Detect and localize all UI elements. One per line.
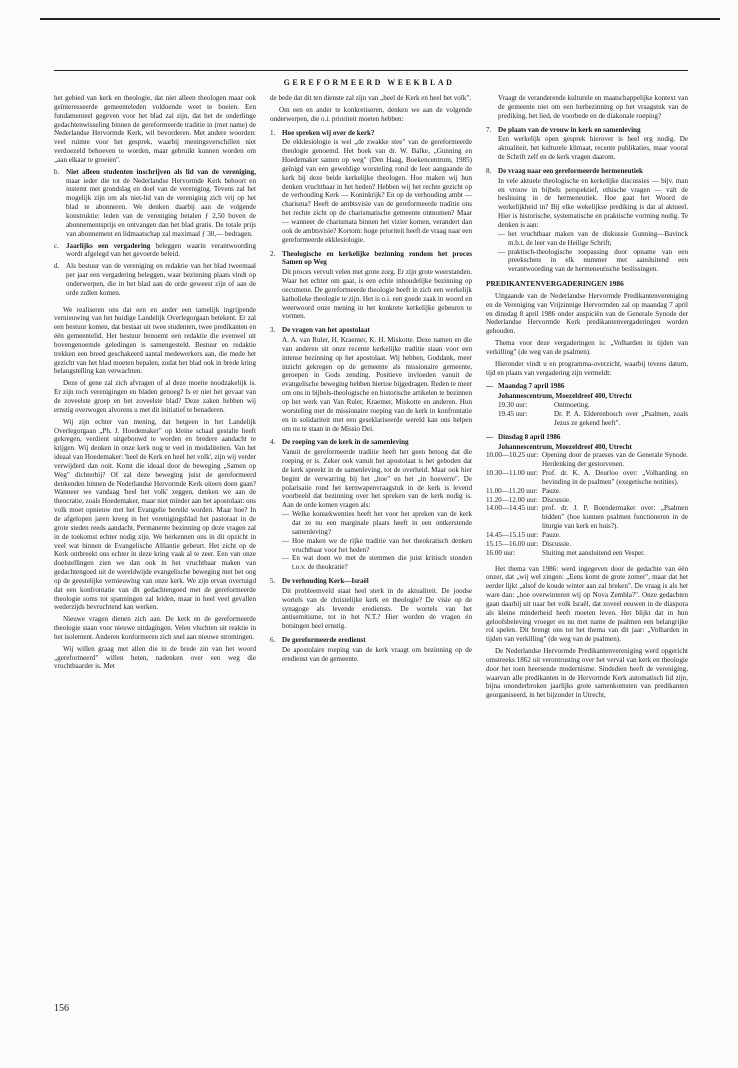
section-title: De vragen van het apostolaat xyxy=(282,326,370,335)
paragraph: We realiseren ons dat een en ander een tamelijk ingrijpende vernieuwing van het huidige Landelijk Overlegorgaan betekent. Er zal een bestuur komen, dat bestaat uit twee studenten, twee predikanten en één gemeentelid. Het bestuur benoemt een redaktie die evenwel uit bovengenoemde geledingen is samengesteld. Bestuur en redaktie trekken een breed geschakeerd aantal medewerkers aan, die mede het gezicht van het blad moeten bepalen, zodat het blad ook in brede kring belangstelling kan verwachten. xyxy=(54,305,256,376)
section-8: 8. De vraag naar een gereformeerde hermeneutiek In vele aktuele theologische en kerkelijke discussies — bijv. man en vrouw in bijbels perspektief, ethische vragen — valt de beslissing in de hermeneutiek. Hoe gaat het Woord de werkelijkheid in? Bij elke wekelijkse prediking is dat al aktueel. Hier is historische, systematische en praktische vorming nodig. Te denken is aan: — het vruchtbaar maken van de diskussie Gunning—Bavinck m.b.t. de leer van de Heilige Schrift; — praktisch-theologische toepassing door opname van een preekschets in elk nummer met aansluitend een verantwoording van de hermeneutische beslissingen. xyxy=(486,166,688,274)
paragraph: Om een en ander te konkretiseren, denken we aan de volgende onderwerpen, die o.i. prioriteit moeten hebben: xyxy=(270,105,472,123)
running-title: GEREFORMEERD WEEKBLAD xyxy=(283,78,455,87)
section-7: 7. De plaats van de vrouw in kerk en samenleving Een werkelijk open gesprek hierover is heel erg nodig. De aktualiteit, het kulturele klimaat, recente publikaties, maar vooral de Schrift zelf en de kerk vragen daarom. xyxy=(486,125,688,162)
page-number: 156 xyxy=(54,1003,69,1014)
program-location: Johannescentrum, Moezeldreef 400, Utrecht xyxy=(498,392,632,401)
dash-item: — het vruchtbaar maken van de diskussie Gunning—Bavinck m.b.t. de leer van de Heilige Schrift; xyxy=(498,229,688,247)
section-title: De roeping van de kerk in de samenleving xyxy=(282,438,409,447)
paragraph: Deze of gene zal zich afvragen of al deze moeite noodzakelijk is. Er zijn toch verenigingen en bladen genoeg? Is er niet het gevaar van de zoveelste groep en het zoveelste blad? Deze zaken hebben wij ernstig overwogen alvorens u met dit initiatief te benaderen. xyxy=(54,379,256,414)
paragraph: Thema voor deze vergaderingen is: „Volharden in tijden van verkilling" (de weg van de psalmen). xyxy=(486,339,688,356)
paragraph: Het thema van 1986: werd ingegeven door de gedachte van één onzer, dat „wij wel zingen: „Eens komt de grote zomer", maar dat het eerder lijkt „alsof de koude winter aan zal breken". De vraag is als het ware dan: „hoe overwinteren wij op Nova Zembla?". Onze gedachten gaan daarbij uit naar het volk Israël, dat zoveel eeuwen in de diaspora als kleine minderheid heeft moeten leven. Het blijkt dat in hun geloofsbeleving vroeger en nu met name de psalmen een belangrijke rol spelen. Dit brengt ons tot het thema van dit jaar: „Volharden in tijden van verkilling" (de weg van de psalmen). xyxy=(486,564,688,644)
section-4: 4. De roeping van de kerk in de samenleving Vanuit de gereformeerde traditie heeft het geen betoog dat die roeping er is. Zeker ook vanuit het apostolaat is het geboden dat de kerk spreekt in de samenleving, tot de overheid. Maar ook hier begint de verwarring bij het „hoe" en het „in hoeverre". De polarisatie rond het kernwapenvraagstuk in de kerk is levend voorbeeld dat bezinning over het spreken van de kerk nodig is. Aan de orde komen vragen als: — Welke konsekwenties heeft het voor het spreken van de kerk dat ze nu een marginale plaats heeft in een ontkerstende samenleving? — Hoe maken we de rijke traditie van het theokratisch denken vruchtbaar voor het heden? — En wat doen we met de stemmen die juist kritisch stonden t.o.v. de theokratie? xyxy=(270,438,472,572)
section-title: De gereformeerde eredienst xyxy=(282,636,366,645)
dash-item: — praktisch-theologische toepassing door opname van een preekschets in elk nummer met aansluitend een verantwoording van de hermeneutische beslissingen. xyxy=(498,247,688,274)
section-6: 6. De gereformeerde eredienst De apostolaire roeping van de kerk vraagt om bezinning op de eredienst van de gemeente. xyxy=(270,636,472,663)
list-item-d: d. Als bestuur van de vereniging en redaktie van het blad tweemaal per jaar een vergadering beleggen, waar bezinning plaats vindt op onderwerpen, die in het blad aan de orde geweest zijn of aan de orde zullen komen. xyxy=(54,262,256,297)
section-title: Hoe spreken wij over de kerk? xyxy=(282,128,375,137)
dash-item: — Hoe maken we de rijke traditie van het theokratisch denken vruchtbaar voor het heden? xyxy=(282,536,472,554)
emphasis: Niet alleen studenten inschrijven als lid van de vereniging, xyxy=(66,167,256,176)
paragraph: Vraagt de veranderende kulturele en maatschappelijke kontext van de gemeente niet om een herbezinning op het vraagstuk van de prediking, het lied, de voorbede en de diakonale roeping? xyxy=(498,94,688,120)
paragraph: het gebied van kerk en theologie, dat niet alleen theologen maar ook geïnteresseerde gemeenteleden voldoende weet te boeien. Een fundamenteel gegeven voor het blad zal zijn, dat het de onderlinge gedachtenwisseling binnen de gereformeerde traditie in (met name) de Nederlandse Hervormde Kerk, wil bevorderen. Met andere woorden: veel ruimte voor het gesprek, waarbij meningsverschillen niet verdoezeld behoeven te worden, maar gebruikt kunnen worden om „aan elkaar te groeien". xyxy=(54,94,256,164)
list-item-b: b. Niet alleen studenten inschrijven als lid van de vereniging, maar ieder die tot de Nederlandse Hervormde Kerk behoort en instemt met grondslag en doel van de vereniging. Tevens zal het mogelijk zijn om als niet-lid van de vereniging zich vrij op het blad te abonneren. We denken daarbij aan de volgende konstruktie: leden van de vereniging betalen ƒ 2,50 boven de abonnementsprijs en ontvangen dan het blad gratis. De totale prijs van abonnement en lidmaatschap zal maximaal ƒ 30,— bedragen. xyxy=(54,167,256,238)
program-day: — Maandag 7 april 1986 xyxy=(486,382,565,391)
program-schedule: 10.00—10.25 uur: Opening door de praeses van de Generale Synode. Herdenking der gestorvenen. 10.30—11.00 uur: Prof. dr. K. A. Deurloo over: „Volharding en bevinding in de psalmen" (exegetische notities). 11.00—11.20 uur: Pauze. 11.20—12.00 uur: Discussie. 14.00—14.45 uur: prof. dr. J. P. Boendermaker over: „Psalmen bidden" (hoe kunnen psalmen functioneren in de liturgie van kerk en huis?). 14.45—15.15 uur: Pauze. 15.15—16.00 uur: Discussie. 16.00 uur: Sluiting met aansluitend een Vesper. xyxy=(486,451,688,557)
dash-item: — Welke konsekwenties heeft het voor het spreken van de kerk dat ze nu een marginale plaats heeft in een ontkerstende samenleving? xyxy=(282,510,472,536)
section-2: 2. Theologische en kerkelijke bezinning rondom het proces Samen op Weg Dit proces vervult velen met grote zorg. Er zijn grote weerstanden. Waar het echter om gaat, is een echte inhoudelijke bezinning op oecumene. De gereformeerde theologie heeft in zich een werkelijk katholieke theologie te zijn. Het is o.i. een goede zaak in woord en weerwoord onze mening in het konkrete kerkelijke gebeuren te vormen. xyxy=(270,249,472,321)
section-title: De verhouding Kerk—Israël xyxy=(282,577,369,586)
top-rule xyxy=(40,18,720,20)
section-5: 5. De verhouding Kerk—Israël Dit probleemveld staat heel sterk in de aktualiteit. De joodse wortels van de christelijke kerk en theologie? De visie op de synagoge als levende erediensts. De wortels van het antisemitisme, tot in het N.T.? Hier worden de vragen én botsingen heel ernstig. xyxy=(270,577,472,631)
paragraph: Wij zijn echter van mening, dat hetgeen in het Landelijk Overlegorgaan „Ph. J. Hoedemaker" op kleine schaal gestalte heeft gekregen, verdient uitgebouwd te worden en bredere aandacht te krijgen. Wij denken in onze kerk nog te veel in modaliteiten. Van het ideaal van Hoedemaker: 'heel de Kerk en heel het volk', zijn wij verder verwijderd dan ooit. Komt die ideaal door de beweging „Samen op Weg" dichterbij? Of zal deze beweging juist de gereformeerd denkenden binnen de Nederlandse Hervormde Kerk uiteen doen gaan? Wanneer we vandaag 'heel het volk' zeggen, denken we aan de theocratie, zoals Hoedemaker, maar niet minder aan het apostolaat: ons volk moet opnieuw met het Evangelie bereikt worden. Maar hoe? In de afgelopen jaren kreeg in het verenigingsblad het pastoraat in de grote steden reeds aandacht. Permanente bezinning op deze vragen zal in de toekomst echter nodig zijn. We herkennen ons in dit opzicht in veel wat binnen de Evangelische Alliantie gebeurt. Het zicht op de Kerk ontbreekt ons echter in deze kring vaak al te zeer. Een van onze doelstellingen zien we dan ook in het vruchtbaar maken van gedachtengoed uit de wereldwijde evangelische beweging met het oog op de geestelijke vernieuwing van onze kerk. We zijn ervan overtuigd dat een konfrontatie van dit gedachtengoed met de gereformeerde theologie soms tot spanningen zal leiden, maar in heel veel gevallen wederzijds bevruchtend kan werken. xyxy=(54,417,257,612)
header-rule xyxy=(54,70,688,71)
section-title: De plaats van de vrouw in kerk en samenleving xyxy=(498,125,641,134)
column-right xyxy=(486,94,688,703)
program-schedule: 19.30 uur: Ontmoeting. 19.45 uur: Dr. P. A. Elderenbosch over „Psalmen, zoals Jezus ze gekend heeft". xyxy=(498,401,688,427)
paragraph: Uitgaande van de Nederlandse Hervormde Predikantenvereniging en de Vereniging van Vrijzinnige Hervormden zal op maandag 7 april en dinsdag 8 april 1986 onder auspiciën van de Generale Synode der Nederlandse Hervormde Kerk predikantenvergaderingen worden gehouden. xyxy=(486,291,688,336)
section-title: Theologische en kerkelijke bezinning rondom het proces Samen op Weg xyxy=(282,249,472,267)
paragraph: Wij willen graag met allen die in de brede zin van het woord „gereformeerd" willen heten, nadenken over een weg die vruchtbaarder is. Met xyxy=(54,644,256,671)
section-3: 3. De vragen van het apostolaat A. A. van Ruler, H. Kraemer, K. H. Miskotte. Deze namen en die van anderen uit onze recente kerkelijke traditie staan voor een intense bezinning op het apostolaat. Wij hebben, Goddank, meer inzicht gekregen op de gemeente als missionaire gemeente, geroepen in Gods zending. Positieve invloeden vanuit de evangelische beweging hebben hiertoe bijgedragen. Reden te meer om ons in bijbels-theologische en historische artikelen te bezinnen op het werk van Van Ruler, Kraemer, Miskotte en anderen. Hun worsteling met de missionaire roeping van de kerk in konfrontatie en in solidariteit met een geseklariseerde wereld kan ons helpen om nu te staan in de Missio Dei. xyxy=(270,326,472,433)
paragraph: De Nederlandse Hervormde Predikantenvereniging werd opgericht omstreeks 1862 uit verontrusting over het verval van kerk en theologie door het toen heersende modernisme. Sindsdien heeft de vereniging, waarvan alle predikanten in de Hervormde Kerk automatisch lid zijn, bijna ononderbroken jaarlijks grote samenkomsten van predikanten georganiseerd, in het bijzonder in Utrecht, xyxy=(486,647,688,700)
article-heading: PREDIKANTENVERGADERINGEN 1986 xyxy=(486,279,624,289)
emphasis: Jaarlijks een vergadering xyxy=(66,241,151,250)
column-middle xyxy=(270,94,472,667)
column-left xyxy=(54,94,256,674)
paragraph: de bede dat dit ten dienste zal zijn van „heel de Kerk en heel het volk". xyxy=(270,94,472,102)
program-day: — Dinsdag 8 april 1986 xyxy=(486,432,561,441)
program-location: Johannescentrum, Moezeldreef 400, Utrecht xyxy=(498,442,632,451)
paragraph: Nieuwe vragen dienen zich aan. De kerk en de gereformeerde theologie staan voor nieuwe uitdagingen. Velen vluchten uit reaktie in het isolement. Anderen konformeren zich snel aan nieuwe stromingen. xyxy=(54,615,256,641)
section-title: De vraag naar een gereformeerde hermeneutiek xyxy=(498,166,643,175)
list-item-c: c. Jaarlijks een vergadering beleggen waarin verantwoording wordt afgelegd van het gevoerde beleid. xyxy=(54,241,256,259)
paragraph: Hieronder vindt u en programma-overzicht, waarbij tevens datum, tijd en plaats van vergadering zijn vermeldt: xyxy=(486,359,688,377)
dash-item: — En wat doen we met de stemmen die juist kritisch stonden t.o.v. de theokratie? xyxy=(282,554,472,572)
section-1: 1. Hoe spreken wij over de kerk? De ekklesiologie is wel „de zwakke stee" van de gereformeerde theologie genoemd. Het boek van dr. W. Balke, „Gunning en Hoedemaker samen op weg" (Den Haag, Boekencentrum, 1985) geïnigd van een geweldige worsteling rond de leer aangaande de kerk bij deze beide kerkelijke theologen. Hoe maken wij hun denken vruchtbaar in het heden? Hebben wij het rechte gezicht op de verhouding Kerk — Koninkrijk? En op de verhouding ambt — charisma? Heeft de ambtsvisie van de gereformeerde traditie ons het rechte zicht op de charismatische gemeente ontnomen? Maar — wanneer de charismata binnen het vizier komen, verandert dan ook de ambtsvisie? Kortom: hoge prioriteit heeft de vraag naar een gereformeerde ekklesiologie. xyxy=(270,128,472,244)
